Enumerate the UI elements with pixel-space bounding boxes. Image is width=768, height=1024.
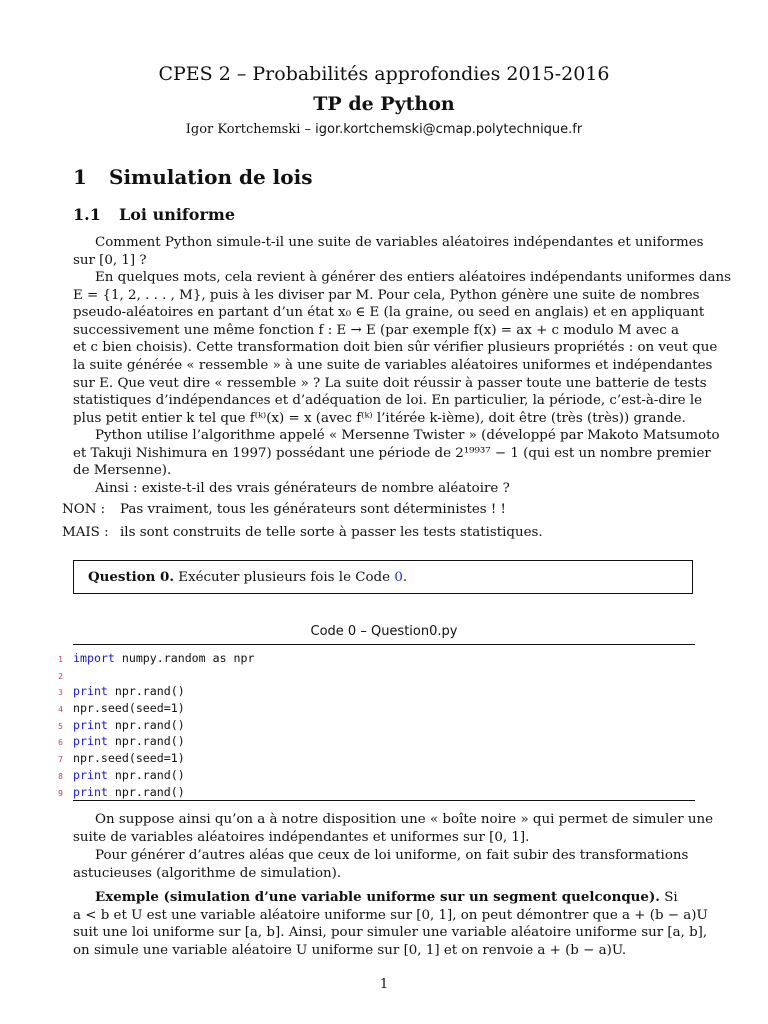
paragraph-line: On suppose ainsi qu’on a à notre disposition une « boîte noire » qui permet de simuler une — [95, 812, 714, 827]
subsection-title: Loi uniforme — [119, 205, 236, 224]
example-first-line — [73, 889, 695, 907]
non-label: NON : — [62, 502, 106, 517]
code-text: npr.seed(seed=1) — [73, 701, 185, 716]
paragraph-line: de Mersenne). — [73, 463, 172, 479]
section-number: 1 — [73, 165, 87, 189]
line-number: 2 — [58, 671, 63, 681]
author-line — [0, 122, 768, 137]
example-title-tail: Si — [659, 890, 678, 905]
code-text: npr.rand() — [107, 684, 185, 699]
subsection-number: 1.1 — [73, 205, 101, 224]
line-number: 6 — [58, 738, 63, 748]
paragraph-line: plus petit entier k tel que f⁽ᵏ⁾(x) = x (avec f⁽ᵏ⁾ l’itérée k-ième), doit être (très (très)) grande. — [73, 410, 686, 426]
example-title: Exemple (simulation d’une variable uniforme sur un segment quelconque). — [95, 889, 660, 905]
code-line — [50, 650, 255, 667]
code-text: npr.rand() — [107, 767, 185, 782]
document-title: TP de Python — [313, 93, 455, 115]
code-keyword: print — [73, 767, 108, 782]
paragraph-line: et Takuji Nishimura en 1997) possédant une période de 2¹⁹⁹³⁷ − 1 (qui est un nombre premier — [73, 445, 711, 461]
paragraph-intro — [73, 234, 704, 269]
subsection-heading — [73, 205, 235, 224]
question-label: Question 0. — [88, 569, 175, 585]
paragraph-line: suit une loi uniforme sur [a, b]. Ainsi, pour simuler une variable aléatoire uniforme sur [a, b], — [73, 925, 708, 941]
course-title: CPES 2 – Probabilités approfondies 2015-2016 — [158, 63, 610, 85]
paragraph-line: Python utilise l’algorithme appelé « Mersenne Twister » (développé par Makoto Matsumoto — [95, 428, 720, 443]
line-number: 7 — [58, 755, 63, 765]
paragraph-line: statistiques d’indépendances et d’adéquation de loi. En particulier, la période, c’est-à-dire le — [73, 393, 703, 409]
paragraph-line: Comment Python simule-t-il une suite de variables aléatoires indépendantes et uniformes — [95, 235, 704, 250]
code-line — [50, 784, 255, 801]
section-heading — [73, 165, 312, 189]
author-name: Igor Kortchemski – — [185, 122, 316, 137]
line-number: 8 — [58, 771, 63, 781]
paragraph-line: astucieuses (algorithme de simulation). — [73, 865, 342, 881]
code-keyword: print — [73, 717, 108, 732]
code-line — [50, 750, 255, 767]
paragraph-line: sur E. Que veut dire « ressemble » ? La suite doit réussir à passer toute une batterie de tests — [73, 375, 707, 391]
code-line — [50, 667, 255, 684]
code-text: npr.rand() — [107, 717, 185, 732]
code-text: npr.rand() — [107, 784, 185, 799]
author-email: igor.kortchemski@cmap.polytechnique.fr — [315, 122, 583, 137]
paragraph-question — [73, 480, 695, 498]
question-box — [73, 560, 693, 594]
question-end: . — [402, 570, 408, 585]
code-text: npr.seed(seed=1) — [73, 751, 185, 766]
code-line — [50, 717, 255, 734]
paragraph-line: En quelques mots, cela revient à générer des entiers aléatoires indépendants uniformes dans — [95, 270, 732, 285]
line-number: 9 — [58, 788, 63, 798]
line-number: 1 — [58, 655, 63, 664]
paragraph-line: on simule une variable aléatoire U uniforme sur [0, 1] et on renvoie a + (b − a)U. — [73, 942, 627, 958]
paragraph-line: pseudo-aléatoires en partant d’un état x₀ ∈ E (la graine, ou seed en anglais) et en appliquant — [73, 305, 705, 321]
paragraph-black-box — [73, 811, 714, 846]
code-line — [50, 767, 255, 784]
code-bottom-rule — [73, 800, 695, 801]
code-caption: Code 0 – Question0.py — [310, 624, 458, 639]
mais-label: MAIS : — [62, 525, 109, 540]
section-title: Simulation de lois — [109, 165, 313, 189]
code-top-rule — [73, 644, 695, 645]
line-number: 5 — [58, 721, 63, 731]
paragraph-line: a < b et U est une variable aléatoire uniforme sur [0, 1], on peut démontrer que a + (b − a)U — [73, 907, 708, 923]
code-keyword: print — [73, 734, 108, 749]
question-text: Exécuter plusieurs fois le Code — [174, 570, 395, 585]
page-number: 1 — [379, 977, 389, 992]
code-keyword: import — [73, 651, 115, 665]
line-number: 4 — [58, 705, 63, 715]
paragraph-line: la suite générée « ressemble » à une suite de variables aléatoires uniformes et indépendantes — [73, 357, 713, 373]
paragraph-line: suite de variables aléatoires indépendantes et uniformes sur [0, 1]. — [73, 829, 530, 845]
paragraph-line: Ainsi : existe-t-il des vrais générateurs de nombre aléatoire ? — [95, 481, 510, 496]
paragraph-mersenne — [73, 427, 720, 480]
code-line — [50, 700, 255, 717]
code-keyword: print — [73, 784, 108, 799]
paragraph-line: successivement une même fonction f : E → E (par exemple f(x) = ax + c modulo M avec a — [73, 322, 680, 338]
paragraph-line: E = {1, 2, . . . , M}, puis à les diviser par M. Pour cela, Python génère une suite de nombres — [73, 287, 700, 303]
line-number: 3 — [58, 688, 63, 698]
code-listing — [50, 650, 255, 800]
paragraph-line: et c bien choisis). Cette transformation doit bien sûr vérifier plusieurs propriétés : on veut que — [73, 340, 718, 356]
paragraph-line: Pour générer d’autres aléas que ceux de loi uniforme, on fait subir des transformations — [95, 848, 689, 863]
code-text: npr.rand() — [107, 734, 185, 749]
paragraph-transformations — [73, 847, 695, 882]
paragraph-generation — [73, 269, 732, 427]
code-reference-link[interactable]: 0 — [394, 570, 403, 585]
code-line — [50, 683, 255, 700]
code-text: numpy.random as npr — [114, 651, 255, 665]
non-text: Pas vraiment, tous les générateurs sont déterministes ! ! — [120, 502, 506, 517]
code-keyword: print — [73, 684, 108, 699]
paragraph-line: sur [0, 1] ? — [73, 252, 147, 268]
code-line — [50, 733, 255, 750]
example-paragraph — [73, 889, 708, 959]
mais-text: ils sont construits de telle sorte à passer les tests statistiques. — [120, 525, 543, 540]
